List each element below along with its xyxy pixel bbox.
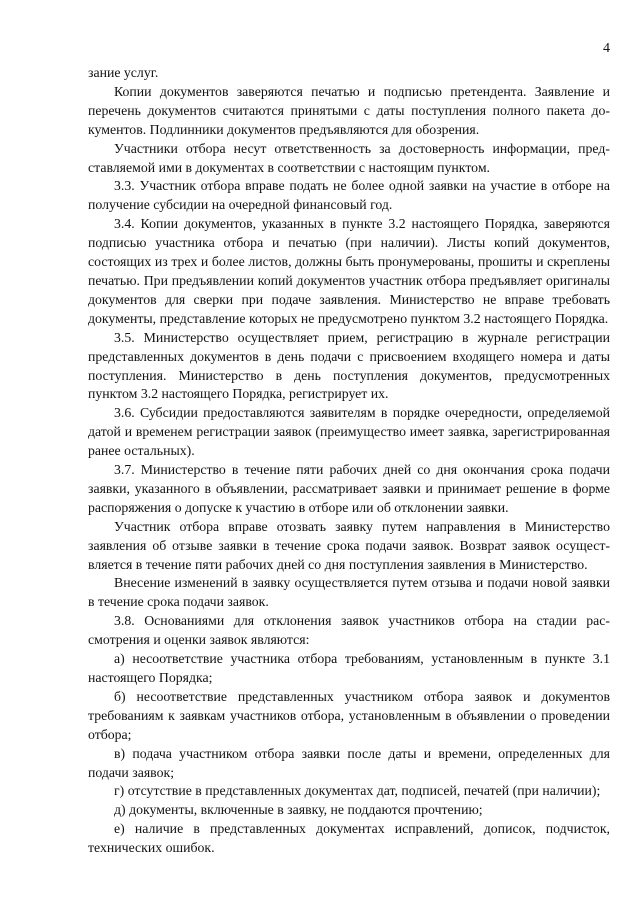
list-item-v: в) подача участником отбора заявки после даты и времени, определенных для подачи заявок; (88, 745, 610, 780)
list-item-e: е) наличие в представленных документах исправлений, дописок, подчисток, технических ошибок. (88, 821, 610, 856)
document-body (88, 64, 610, 858)
paragraph-3-7: 3.7. Министерство в течение пяти рабочих дней со дня окончания срока подачи заявки, указанного в объявлении, рассматривает заявки и принимает решение в форме распоряжения о допуске к участию в отборе или об отклонении заявки. (88, 462, 610, 515)
paragraph-amendments: Внесение изменений в заявку осуществляется путем отзыва и подачи новой заявки в течение срока подачи заявок. (88, 575, 610, 610)
list-item-b: б) несоответствие представленных участником отбора заявок и документов требованиям к заявкам участников отбора, установленным в объявлении о проведении отбора; (88, 688, 610, 742)
paragraph-withdrawal: Участник отбора вправе отозвать заявку путем направления в Министерство заявления об отзыве заявки в течение срока подачи заявок. Возврат заявок осуществляется в течение пяти рабочих дней со дня поступления заявления в Министерство. (88, 518, 610, 572)
paragraph-copies-certification: Копии документов заверяются печатью и подписью претендента. Заявление и перечень документов считаются принятыми с даты поступления полного пакета документов. Подлинники документов предъявляются для обозрения. (88, 83, 610, 137)
paragraph-3-6: 3.6. Субсидии предоставляются заявителям в порядке очередности, определяемой датой и временем регистрации заявок (преимущество имеет заявка, зарегистрированная ранее остальных). (88, 405, 610, 459)
list-item-a: а) несоответствие участника отбора требованиям, установленным в пункте 3.1 настоящего Порядка; (88, 651, 610, 685)
paragraph-3-3: 3.3. Участник отбора вправе подать не более одной заявки на участие в отборе на получение субсидии на очередной финансовый год. (88, 178, 610, 213)
paragraph-participant-responsibility: Участники отбора несут ответственность за достоверность информации, представляемой ими в документах в соответствии с настоящим пунктом. (88, 140, 610, 175)
paragraph-3-5: 3.5. Министерство осуществляет прием, регистрацию в журнале регистрации представленных документов в день подачи с присвоением входящего номера и даты поступления. Министерство в день поступления документов, предусмотренных пунктом 3.2 настоящего Порядка, регистрирует их. (88, 329, 610, 402)
paragraph-3-4: 3.4. Копии документов, указанных в пункте 3.2 настоящего Порядка, заверяются подписью участника отбора и печатью (при наличии). Листы копий документов, состоящих из трех и более листов, должны быть пронумерованы, прошиты и скреплены печатью. При предъявлении копий документов участник отбора предъявляет оригиналы документов для сверки при подаче заявления. Министерство не вправе требовать документы, представление которых не предусмотрено пунктом 3.2 настоящего Порядка. (88, 216, 610, 326)
page-number: 4 (603, 41, 610, 56)
list-item-g: г) отсутствие в представленных документах дат, подписей, печатей (при наличии); (114, 783, 601, 799)
paragraph-3-8: 3.8. Основаниями для отклонения заявок участников отбора на стадии рассмотрения и оценки заявок являются: (88, 613, 610, 648)
paragraph-continuation: зание услуг. (88, 65, 159, 80)
list-item-d: д) документы, включенные в заявку, не поддаются прочтению; (114, 802, 483, 818)
